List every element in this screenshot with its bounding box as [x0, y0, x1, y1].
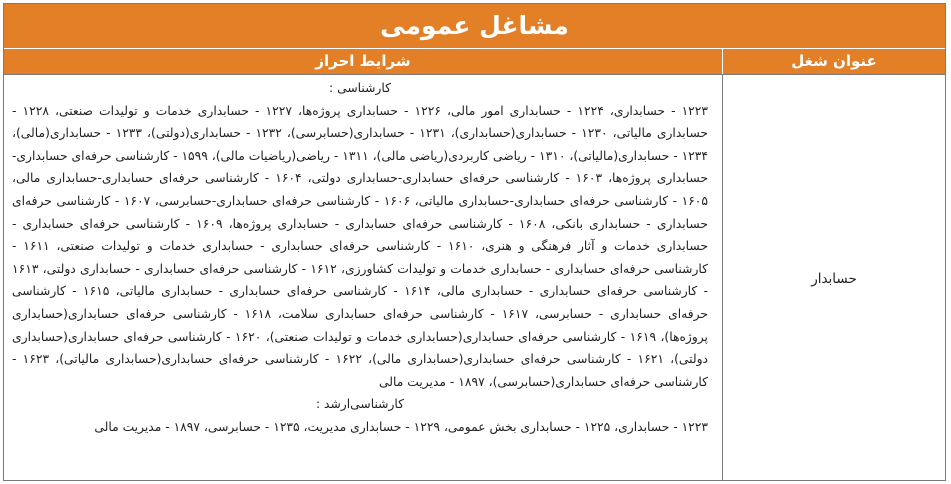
column-header-job-title: عنوان شغل — [722, 49, 945, 74]
master-fields: ۱۲۲۳ - حسابداری، ۱۲۲۵ - حسابداری بخش عمومی، ۱۲۲۹ - حسابداری مدیریت، ۱۲۳۵ - حسابرسی، ۱۸۹۷ - مدیریت مالی — [94, 419, 708, 434]
column-header-requirements: شرایط احراز — [315, 52, 411, 70]
table-header-row — [4, 49, 945, 74]
table-row — [4, 74, 945, 481]
bachelor-label: کارشناسی : — [329, 81, 391, 95]
master-label: کارشناسی‌ارشد : — [315, 397, 405, 412]
job-title-cell: حسابدار — [722, 75, 945, 481]
bachelor-fields: ۱۲۲۳ - حسابداری، ۱۲۲۴ - حسابداری امور مالی، ۱۲۲۶ - حسابداری پروژه‌ها، ۱۲۲۷ - حسابداری خدمات و تولیدات صنعتی، ۱۲۲۸ - حسابداری مالیاتی، ۱۲۳۰ - حسابداری(حسابداری)، ۱۲۳۱ - حسابداری(حسابرسی)، ۱۲۳۲ - حسابداری(دولتی)، ۱۲۳۳ - حسابداری(مالی)، ۱۲۳۴ - حسابداری(مالیاتی)، ۱۳۱۰ - ریاضی کاربردی(ریاضی مالی)، ۱۳۱۱ - ریاضی(ریاضیات مالی)، ۱۵۹۹ - کارشناسی حرفه‌ای حسابداری-حسابداری پروژه‌ها، ۱۶۰۳ - کارشناسی حرفه‌ای حسابداری-حسابداری دولتی، ۱۶۰۴ - کارشناسی حرفه‌ای حسابداری-حسابداری مالی، ۱۶۰۵ - کارشناسی حرفه‌ای حسابداری-حسابداری مالیاتی، ۱۶۰۶ - کارشناسی حرفه‌ای حسابداری-حسابرسی، ۱۶۰۷ - کارشناسی حرفه‌ای حسابداری - حسابداری بانکی، ۱۶۰۸ - کارشناسی حرفه‌ای حسابداری - حسابداری پروژه‌ها، ۱۶۰۹ - کارشناسی حرفه‌ای حسابداری - حسابداری خدمات و آثار فرهنگی و هنری، ۱۶۱۰ - کارشناسی حرفه‌ای حسابداری - حسابداری خدمات و تولیدات صنعتی، ۱۶۱۱ - کارشناسی حرفه‌ای حسابداری - حسابداری خدمات و تولیدات کشاورزی، ۱۶۱۲ - کارشناسی حرفه‌ای حسابداری - حسابداری دولتی، ۱۶۱۳ - کارشناسی حرفه‌ای حسابداری - حسابداری مالی، ۱۶۱۴ - کارشناسی حرفه‌ای حسابداری - حسابداری مالیاتی، ۱۶۱۵ - کارشناسی حرفه‌ای حسابداری - حسابرسی، ۱۶۱۷ - کارشناسی حرفه‌ای حسابداری سلامت، ۱۶۱۸ - کارشناسی حرفه‌ای حسابداری(حسابداری پروژه‌ها)، ۱۶۱۹ - کارشناسی حرفه‌ای حسابداری(حسابداری خدمات و تولیدات صنعتی)، ۱۶۲۰ - کارشناسی حرفه‌ای حسابداری(حسابداری دولتی)، ۱۶۲۱ - کارشناسی حرفه‌ای حسابداری(حسابداری مالی)، ۱۶۲۲ - کارشناسی حرفه‌ای حسابداری(حسابداری مالیاتی)، ۱۶۲۳ - کارشناسی حرفه‌ای حسابداری(حسابرسی)، ۱۸۹۷ - مدیریت مالی — [12, 103, 709, 389]
job-table — [3, 3, 946, 481]
requirements-cell — [4, 75, 722, 481]
table-title: مشاغل عمومی — [4, 4, 945, 49]
